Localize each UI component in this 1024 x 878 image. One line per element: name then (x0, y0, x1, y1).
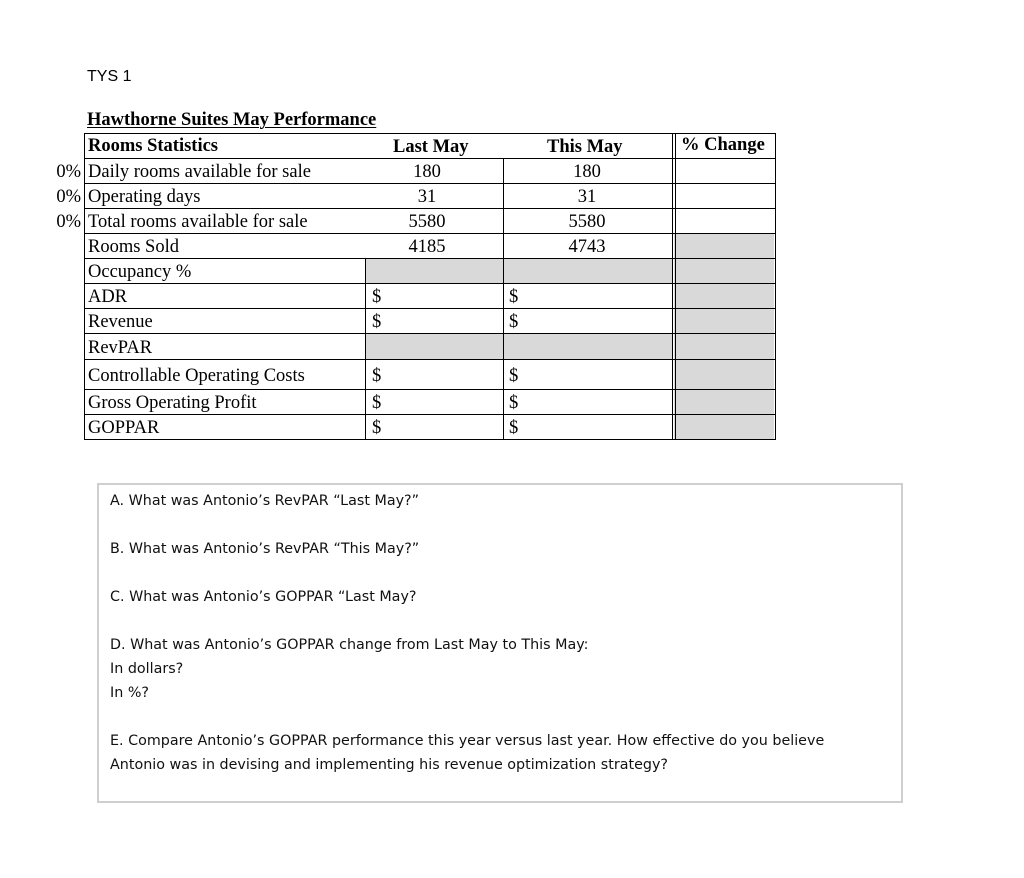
last-may-value: 31 (417, 187, 437, 207)
col-gridline (503, 158, 504, 439)
last-may-value: 4185 (408, 237, 446, 257)
row-gridline (84, 414, 673, 415)
row-gridline (84, 389, 673, 390)
col-gridline (365, 258, 366, 439)
col-gridline (675, 133, 676, 439)
change-gridline (672, 359, 776, 360)
row-gridline (84, 258, 673, 259)
shaded-cell (674, 234, 774, 258)
currency-symbol: $ (509, 393, 519, 413)
row-label: Operating days (88, 187, 201, 207)
percent-change-value: 0% (56, 212, 81, 232)
question-d: D. What was Antonio’s GOPPAR change from Last May to This May: (110, 637, 589, 653)
change-gridline (672, 333, 776, 334)
row-gridline (84, 308, 673, 309)
shaded-cell (504, 334, 672, 359)
document-label: TYS 1 (87, 68, 132, 85)
last-may-value: 180 (413, 162, 441, 182)
row-gridline (84, 283, 673, 284)
shaded-cell (674, 360, 774, 389)
shaded-cell (674, 415, 774, 439)
row-label: Gross Operating Profit (88, 393, 257, 413)
shaded-cell (504, 259, 672, 283)
change-gridline (672, 158, 776, 159)
this-may-value: 4743 (568, 237, 606, 257)
question-b: B. What was Antonio’s RevPAR “This May?” (110, 541, 420, 557)
currency-symbol: $ (372, 312, 382, 332)
percent-change-value: 0% (56, 187, 81, 207)
percent-change-value: 0% (56, 162, 81, 182)
question-d-percent: In %? (110, 685, 149, 701)
row-gridline (84, 359, 673, 360)
change-gridline (672, 414, 776, 415)
row-label: Revenue (88, 312, 153, 332)
col-gridline (84, 133, 85, 439)
shaded-cell (366, 259, 503, 283)
col-gridline (775, 133, 776, 439)
this-may-value: 180 (573, 162, 601, 182)
row-label: ADR (88, 287, 128, 307)
shaded-cell (674, 309, 774, 333)
shaded-cell (674, 259, 774, 283)
row-gridline (84, 208, 673, 209)
row-label: GOPPAR (88, 418, 160, 438)
currency-symbol: $ (509, 312, 519, 332)
header-percent-change: % Change (681, 135, 765, 155)
question-a: A. What was Antonio’s RevPAR “Last May?” (110, 493, 420, 509)
header-this-may: This May (547, 137, 623, 157)
row-gridline (84, 158, 673, 159)
table-title: Hawthorne Suites May Performance (87, 110, 377, 130)
questions-box (97, 483, 903, 803)
change-gridline (672, 439, 776, 440)
shaded-cell (366, 334, 503, 359)
change-gridline (672, 208, 776, 209)
row-label: RevPAR (88, 338, 153, 358)
change-gridline (672, 389, 776, 390)
row-gridline (84, 333, 673, 334)
this-may-value: 31 (577, 187, 597, 207)
change-gridline (672, 233, 776, 234)
currency-symbol: $ (372, 366, 382, 386)
question-d-dollars: In dollars? (110, 661, 184, 677)
currency-symbol: $ (372, 393, 382, 413)
question-e-line1: E. Compare Antonio’s GOPPAR performance this year versus last year. How effective do you believe (110, 733, 825, 749)
change-gridline (672, 283, 776, 284)
row-gridline (84, 133, 673, 134)
row-label: Total rooms available for sale (88, 212, 308, 232)
currency-symbol: $ (372, 418, 382, 438)
change-gridline (672, 133, 776, 134)
currency-symbol: $ (509, 418, 519, 438)
currency-symbol: $ (509, 366, 519, 386)
last-may-value: 5580 (408, 212, 446, 232)
shaded-cell (674, 390, 774, 414)
change-gridline (672, 308, 776, 309)
row-gridline (84, 233, 673, 234)
row-label: Controllable Operating Costs (88, 366, 305, 386)
row-label: Daily rooms available for sale (88, 162, 311, 182)
row-label: Rooms Sold (88, 237, 179, 257)
this-may-value: 5580 (568, 212, 606, 232)
shaded-cell (674, 284, 774, 308)
shaded-cell (674, 334, 774, 359)
header-last-may: Last May (393, 137, 469, 157)
change-gridline (672, 183, 776, 184)
question-c: C. What was Antonio’s GOPPAR “Last May? (110, 589, 417, 605)
row-label: Occupancy % (88, 262, 192, 282)
col-gridline (672, 133, 673, 439)
header-rooms-statistics: Rooms Statistics (88, 136, 219, 156)
row-gridline (84, 183, 673, 184)
currency-symbol: $ (509, 287, 519, 307)
row-gridline (84, 439, 673, 440)
currency-symbol: $ (372, 287, 382, 307)
change-gridline (672, 258, 776, 259)
question-e-line2: Antonio was in devising and implementing his revenue optimization strategy? (110, 757, 668, 773)
